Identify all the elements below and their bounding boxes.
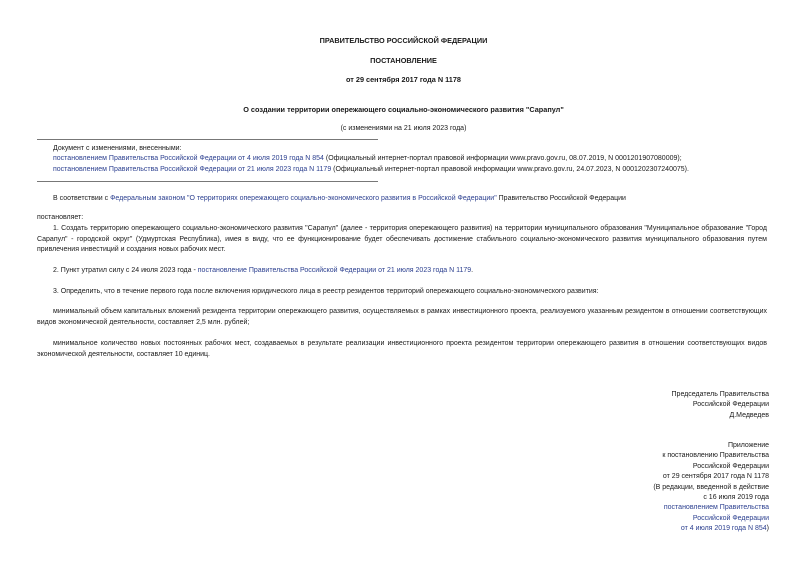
amendment-source: (Официальный интернет-портал правовой информации www.pravo.gov.ru, 24.07.2023, N 0001202307240075). [331,166,689,173]
appendix-line: к постановлению Правительства [662,452,769,460]
divider-bottom [37,181,378,182]
amendment-link[interactable]: постановлением Правительства Российской Федерации от 4 июля 2019 года N 854 [53,155,324,162]
amendment-item [53,155,682,162]
government-heading: ПРАВИТЕЛЬСТВО РОССИЙСКОЙ ФЕДЕРАЦИИ [319,36,488,45]
appendix-amendment-link[interactable]: Российской Федерации [692,514,769,522]
signature-block [672,390,769,421]
preamble-text: В соответствии с [53,195,111,202]
signature-name: Д.Медведев [729,411,769,419]
document-type: ПОСТАНОВЛЕНИЕ [370,56,437,65]
appendix-label: Приложение [727,442,769,449]
appendix-amendment-link[interactable]: от 4 июля 2019 года N 854 [680,525,767,533]
paragraph-3: 3. Определить, что в течение первого года после включения юридического лица в реестр резидентов территорий опережающего социально-экономического развития: [53,288,599,295]
appendix-line: от 29 сентября 2017 года N 1178 [662,473,769,481]
repeal-link[interactable]: постановление Правительства Российской Федерации от 21 июля 2023 года N 1179 [197,267,472,274]
divider-top [37,139,378,140]
amendment-source: (Официальный интернет-портал правовой информации www.pravo.gov.ru, 08.07.2019, N 0001201907080009); [323,155,682,162]
federal-law-link[interactable]: Федеральным законом "О территориях опережающего социально-экономического развития в Российской Федерации" [110,195,497,202]
appendix-line: с 16 июля 2019 года [703,494,769,502]
appendix-line: (В редакции, введенной в действие [653,483,769,491]
preamble-text: Правительство Российской Федерации [496,195,626,202]
appendix-close: ) [766,525,769,533]
amendment-item [53,166,689,173]
page-title: О создании территории опережающего социально-экономического развития "Сарапул" [243,105,564,114]
appendix-amendment-link[interactable]: постановлением Правительства [663,504,769,512]
resolves-label: постановляет: [37,214,84,221]
preamble [53,195,626,202]
paragraph-1: 1. Создать территорию опережающего социально-экономического развития "Сарапул" (далее - территория опережающего развития) на территории муниципального образования "Муниципальное образование "Город Сарапул" - городской округ" (Удмуртская Республика), имея в виду, что ее функционирование будет обеспечивать достижение стабильного социально-экономического развития муниципального образования путем привлечения инвестиций и создания новых рабочих мест. [37,225,767,253]
signature-org: Российской Федерации [692,401,769,409]
signature-title: Председатель Правительства [671,391,769,398]
document-date: от 29 сентября 2017 года N 1178 [346,75,461,84]
appendix-line: Российской Федерации [692,462,769,470]
paragraph-3a: минимальный объем капитальных вложений резидента территории опережающего развития, осуществляемых в рамках инвестиционного проекта, реализуемого указанным резидентом в отношении соответствующих видов экономической деятельности, составляет 2,5 млн. рублей; [37,308,767,326]
paragraph-2-text: 2. Пункт утратил силу с 24 июля 2023 года - [53,267,198,274]
paragraph-2 [53,267,473,274]
appendix-block [653,441,769,535]
paragraph-3b: минимальное количество новых постоянных рабочих мест, создаваемых в результате реализации инвестиционного проекта резидентом территории опережающего развития в отношении соответствующих видов экономической деятельности, составляет 10 единиц. [37,340,767,358]
revision-note: (с изменениями на 21 июля 2023 года) [340,125,467,132]
amendment-link[interactable]: постановлением Правительства Российской Федерации от 21 июля 2023 года N 1179 [53,166,332,173]
paragraph-2-text: . [471,267,474,274]
amendments-intro: Документ с изменениями, внесенными: [53,145,182,152]
